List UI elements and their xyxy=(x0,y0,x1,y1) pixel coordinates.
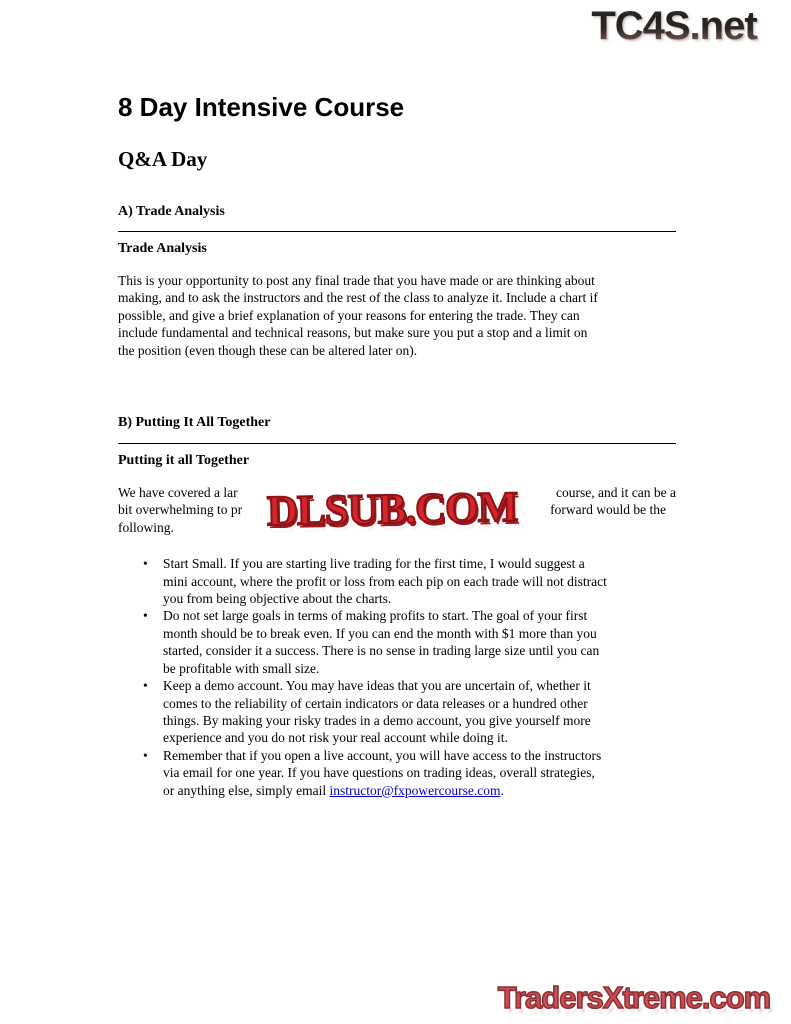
advice-list xyxy=(118,555,676,799)
tradersxtreme-logo xyxy=(478,976,790,1022)
list-item: • Keep a demo account. You may have ideas that you are uncertain of, whether it comes to the reliability of certain indicators or data releases or a hundred other things. By making your risky trades in a demo account, you give yourself more experience and you do not risk your real account while doing it. xyxy=(163,677,676,747)
list-item: • Do not set large goals in terms of making profits to start. The goal of your first month should be to break even. If you can end the month with $1 more than you started, consider it a success. There is no sense in trading large size until you can be profitable with small size. xyxy=(163,607,676,677)
paragraph-fragment: course, and it can be a xyxy=(556,485,676,501)
list-item: • Start Small. If you are starting live trading for the first time, I would suggest a mini account, where the profit or loss from each pip on each trade will not distract you from being objective about the charts. xyxy=(163,555,676,607)
list-item-last-line xyxy=(163,782,676,799)
document-body xyxy=(118,0,676,799)
section-a-subheading: Trade Analysis xyxy=(118,241,207,256)
paragraph-fragment: forward would be the xyxy=(550,502,666,518)
list-item: • Remember that if you open a live account, you will have access to the instructors via email for one year. If you have questions on trading ideas, overall strategies, or anything else, simply email instructor@fxpowercourse.com. xyxy=(163,747,676,799)
section-a-paragraph: This is your opportunity to post any final trade that you have made or are thinking about making, and to ask the instructors and the rest of the class to analyze it. Include a chart if possible, and give a brief explanation of your reasons for entering the trade. They can include fundamental and technical reasons, but make sure you put a stop and a limit on the position (even though these can be altered later on). xyxy=(118,273,598,358)
section-a-divider xyxy=(118,231,676,232)
section-b-paragraph xyxy=(118,484,676,536)
paragraph-fragment: bit overwhelming to pr xyxy=(118,502,243,518)
page-title: 8 Day Intensive Course xyxy=(118,92,405,122)
section-b-divider xyxy=(118,443,676,444)
section-b-subheading: Putting it all Together xyxy=(118,453,250,469)
email-link[interactable]: instructor@fxpowercourse.com xyxy=(329,782,501,798)
tradersxtreme-logo-text: TradersXtreme.com xyxy=(497,980,771,1015)
paragraph-fragment: following. xyxy=(118,519,174,535)
paragraph-fragment: or anything else, simply email xyxy=(163,782,330,798)
tc4s-logo: TC4S.net xyxy=(560,2,788,50)
dlsub-watermark-text: DLSUB.COM xyxy=(266,483,518,536)
section-b-heading: B) Putting It All Together xyxy=(118,415,271,431)
paragraph-fragment: . xyxy=(500,782,504,798)
section-a-heading: A) Trade Analysis xyxy=(118,204,225,219)
page-subtitle: Q&A Day xyxy=(118,147,208,171)
paragraph-fragment: We have covered a lar xyxy=(118,485,238,501)
